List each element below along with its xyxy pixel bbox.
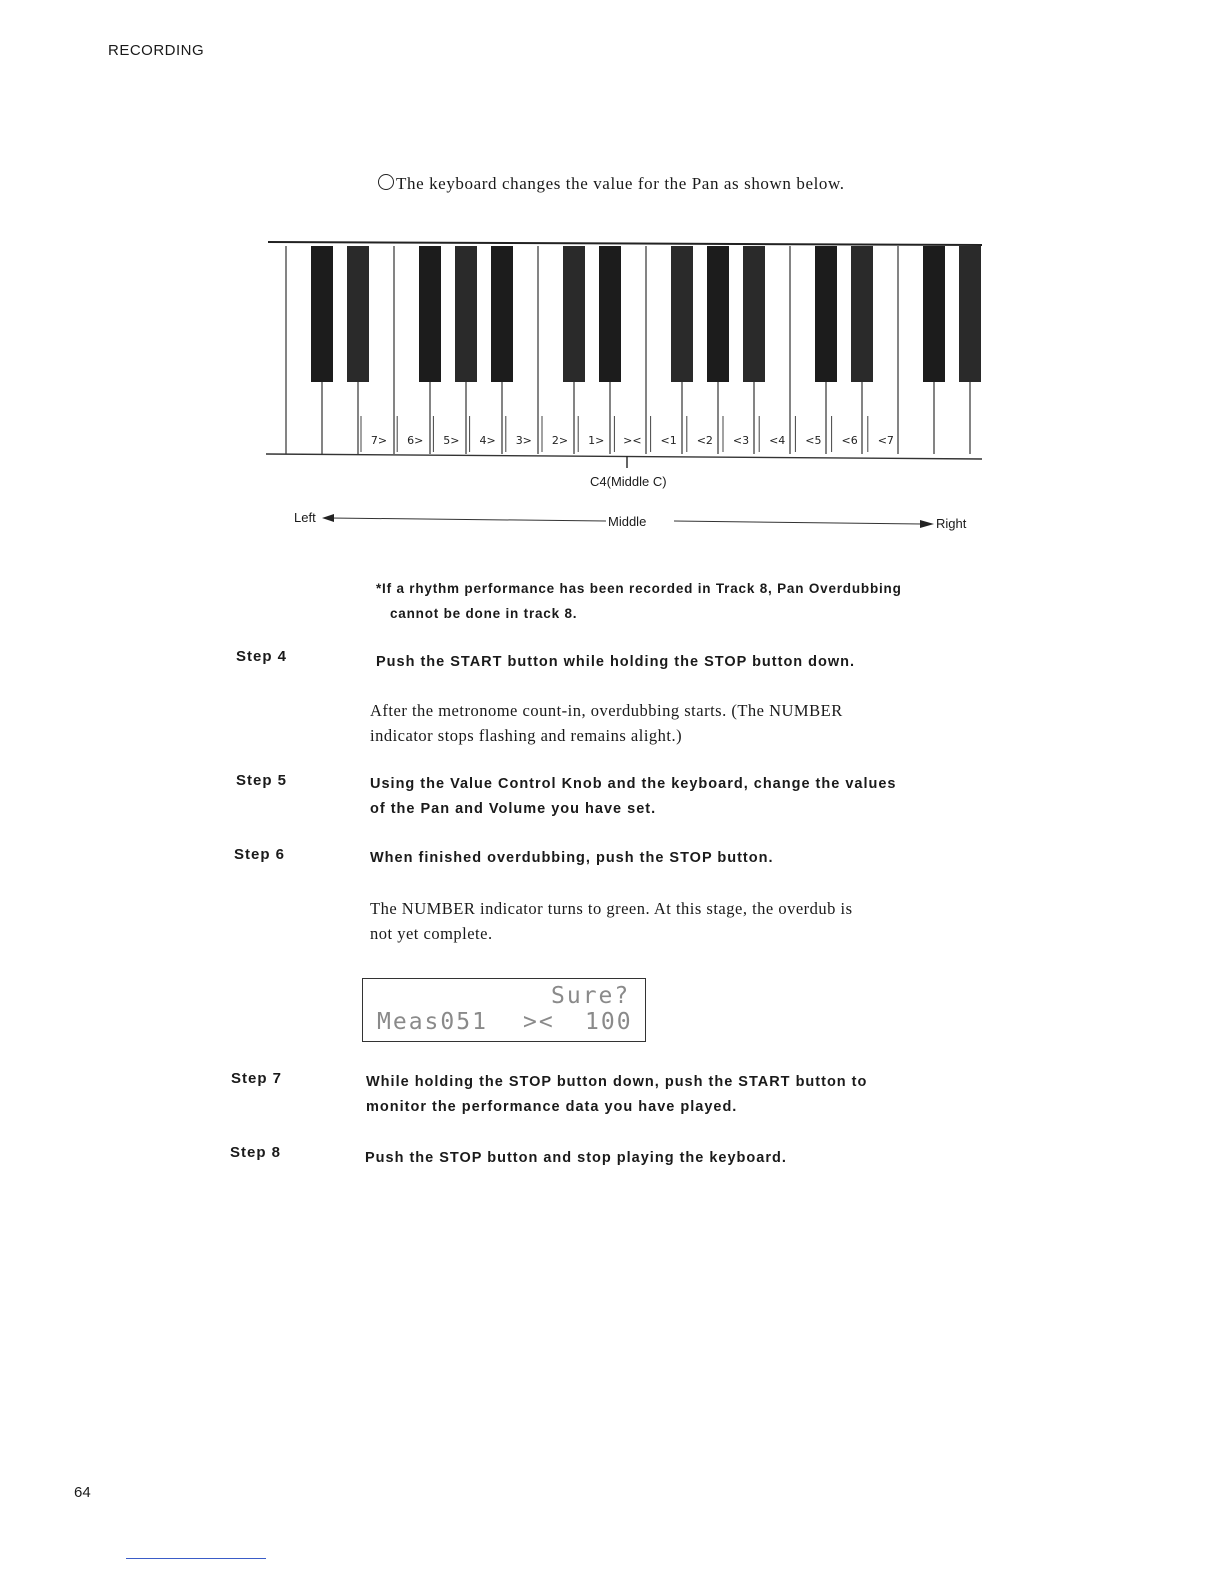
middle-label: Middle — [608, 514, 647, 529]
step-5-line-1: Using the Value Control Knob and the keyboard, change the values — [370, 776, 897, 792]
lcd-volume: 100 — [585, 1009, 633, 1035]
step-4-detail — [370, 698, 984, 748]
pan-value-label: 6> — [407, 434, 424, 447]
step-6-detail — [370, 896, 984, 946]
pan-value-label: >< — [623, 434, 642, 447]
step-4-text: Push the START button while holding the STOP button down. — [376, 654, 856, 670]
black-key — [851, 246, 873, 382]
left-arrowhead-icon — [322, 514, 334, 522]
section-header: RECORDING — [108, 42, 205, 59]
black-key — [743, 246, 765, 382]
step-5-label: Step 5 — [236, 772, 288, 789]
step-6-label: Step 6 — [234, 846, 286, 863]
lcd-line-1: Sure? — [551, 983, 631, 1009]
step-5-line-2: of the Pan and Volume you have set. — [370, 801, 657, 817]
step-6-detail-line-2: not yet complete. — [370, 924, 493, 943]
middle-c-label: C4(Middle C) — [590, 474, 667, 489]
black-key — [959, 246, 981, 382]
black-key — [563, 246, 585, 382]
step-7-text — [366, 1070, 980, 1120]
step-7-line-1: While holding the STOP button down, push the START button to — [366, 1074, 868, 1090]
intro-text: The keyboard changes the value for the Pan as shown below. — [396, 174, 845, 193]
key-labels — [361, 416, 894, 452]
pan-value-label: 1> — [588, 434, 605, 447]
lcd-display — [362, 978, 646, 1042]
black-key — [455, 246, 477, 382]
step-7-label: Step 7 — [231, 1070, 283, 1087]
step-8-text: Push the STOP button and stop playing the keyboard. — [365, 1150, 787, 1166]
black-key — [671, 246, 693, 382]
left-label: Left — [294, 510, 316, 525]
pan-value-label: <4 — [769, 434, 786, 447]
pan-value-label: <2 — [696, 434, 713, 447]
pan-value-label: <1 — [660, 434, 677, 447]
pan-value-label: <3 — [732, 434, 750, 447]
keyboard-bottom-edge — [266, 454, 982, 459]
step-6-detail-line-1: The NUMBER indicator turns to green. At this stage, the overdub is — [370, 899, 853, 918]
pan-keyboard-diagram — [264, 238, 984, 468]
step-6-text: When finished overdubbing, push the STOP button. — [370, 850, 774, 866]
lcd-pan-center: >< — [523, 1009, 555, 1035]
black-key — [311, 246, 333, 382]
pan-value-label: <5 — [805, 434, 822, 447]
circle-bullet-icon — [378, 174, 394, 190]
footer-rule — [126, 1558, 266, 1559]
pan-value-label: 3> — [515, 434, 532, 447]
black-key — [923, 246, 945, 382]
pan-value-label: 5> — [443, 434, 460, 447]
step-4-detail-line-2: indicator stops flashing and remains alight.) — [370, 726, 683, 745]
pan-value-label: 7> — [370, 434, 388, 447]
right-label: Right — [936, 516, 967, 531]
note-line-1: *If a rhythm performance has been recorded in Track 8, Pan Overdubbing — [376, 581, 902, 596]
note-line-2: cannot be done in track 8. — [390, 606, 578, 621]
step-4-label: Step 4 — [236, 648, 288, 665]
right-arrowhead-icon — [920, 520, 934, 528]
step-7-line-2: monitor the performance data you have played. — [366, 1099, 738, 1115]
step-4-detail-line-1: After the metronome count-in, overdubbing starts. (The NUMBER — [370, 701, 843, 720]
step-8-label: Step 8 — [230, 1144, 282, 1161]
black-key — [419, 246, 441, 382]
black-key — [707, 246, 729, 382]
step-5-text — [370, 772, 984, 822]
pan-overdub-note — [376, 576, 902, 626]
black-key — [491, 246, 513, 382]
black-key — [599, 246, 621, 382]
lcd-measure: Meas051 — [377, 1009, 488, 1035]
page-number: 64 — [74, 1484, 91, 1501]
intro-line — [378, 174, 845, 194]
pan-value-label: <6 — [841, 434, 858, 447]
pan-value-label: 4> — [479, 434, 496, 447]
black-key — [347, 246, 369, 382]
pan-value-label: 2> — [551, 434, 569, 447]
pan-value-label: <7 — [877, 434, 894, 447]
keyboard-top-edge — [268, 242, 982, 245]
black-key — [815, 246, 837, 382]
